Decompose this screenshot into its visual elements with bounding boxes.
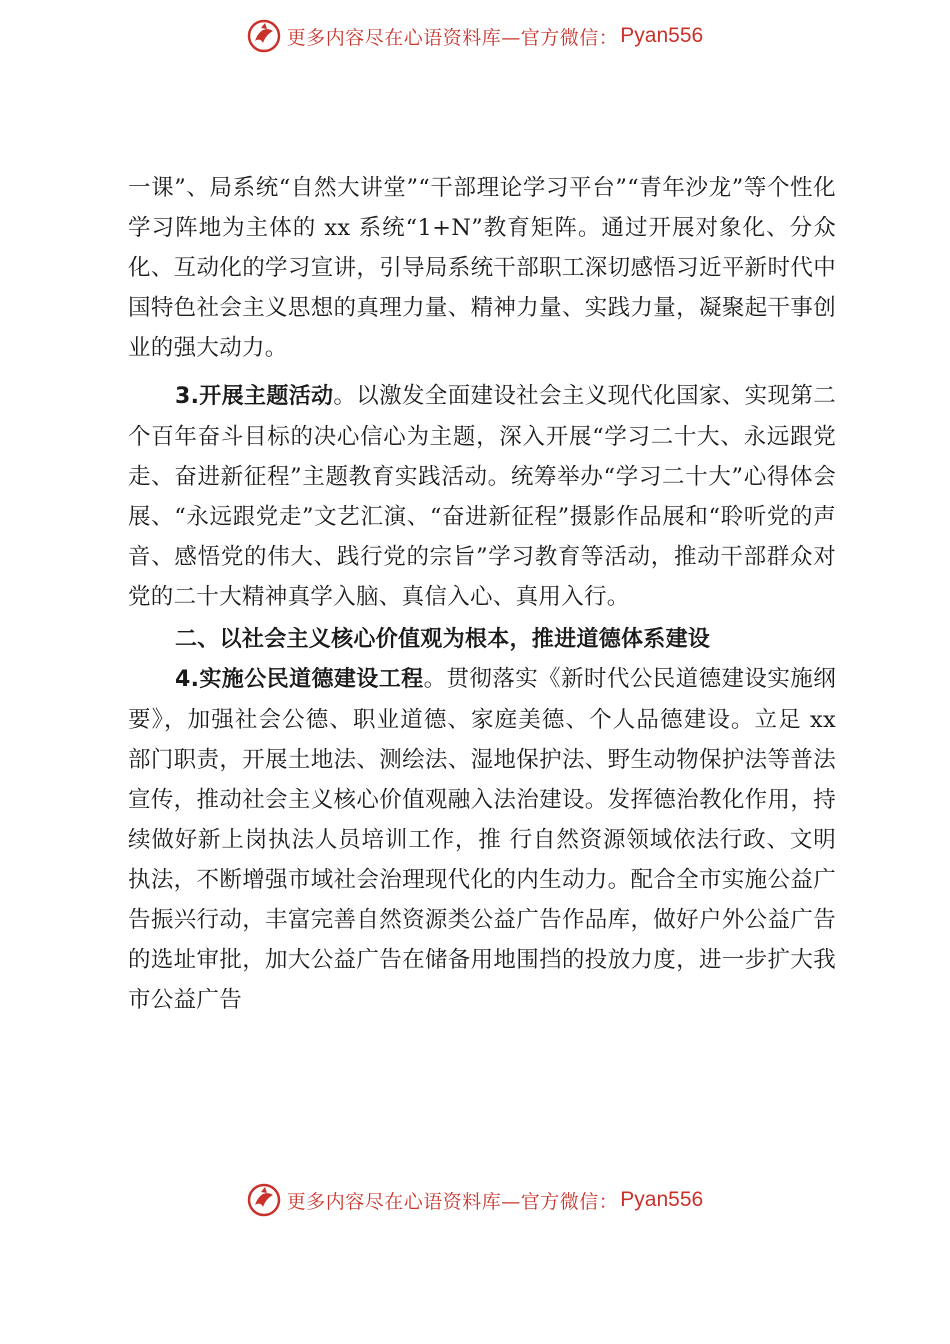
- paragraph-2-text: 。以激发全面建设社会主义现代化国家、实现第二个百年奋斗目标的决心信心为主题，深入开展“学习二十大、永远跟党走、奋进新征程”主题教育实践活动。统筹举办“学习二十大”心得体会展、“永远跟党走”文艺汇演、“奋进新征程”摄影作品展和“聆听党的声音、感悟党的伟大、践行党的宗旨”学习教育等活动，推动干部群众对党的二十大精神真学入脑、真信入心、真用入行。: [128, 383, 836, 610]
- header-watermark: [0, 16, 950, 56]
- watermark-handle: Pyan556: [620, 1188, 704, 1211]
- footer-watermark: [0, 1180, 950, 1220]
- section-heading-2: 二、以社会主义核心价值观为根本，推进道德体系建设: [175, 627, 711, 652]
- document-body: [128, 168, 836, 1022]
- logo-icon: [247, 19, 281, 53]
- logo-icon: [247, 1183, 281, 1217]
- watermark-handle: Pyan556: [620, 24, 704, 47]
- paragraph-3-lead: 4.实施公民道德建设工程: [175, 667, 424, 692]
- paragraph-3: [128, 659, 836, 1020]
- paragraph-2: [128, 376, 836, 617]
- watermark-text: 更多内容尽在心语资料库—官方微信：: [286, 1190, 619, 1213]
- paragraph-3-text: 。贯彻落实《新时代公民道德建设实施纲要》，加强社会公德、职业道德、家庭美德、个人品德建设。立足 xx 部门职责，开展土地法、测绘法、湿地保护法、野生动物保护法等普法宣传，推动社会主义核心价值观融入法治建设。发挥德治教化作用，持续做好新上岗执法人员培训工作，推 行自然资源领域依法行政、文明执法，不断增强市域社会治理现代化的内生动力。配合全市实施公益广告振兴行动，丰富完善自然资源类公益广告作品库，做好户外公益广告的选址审批，加大公益广告在储备用地围挡的投放力度，进一步扩大我市公益广告: [128, 666, 836, 1013]
- watermark-text: 更多内容尽在心语资料库—官方微信：: [286, 26, 619, 49]
- paragraph-2-lead: 3.开展主题活动: [175, 384, 334, 409]
- paragraph-1: 一课”、局系统“自然大讲堂”“干部理论学习平台”“青年沙龙”等个性化学习阵地为主体的 xx 系统“1+N”教育矩阵。通过开展对象化、分众化、互动化的学习宣讲，引导局系统干部职工深切感悟习近平新时代中国特色社会主义思想的真理力量、精神力量、实践力量，凝聚起干事创业的强大动力。: [128, 175, 836, 361]
